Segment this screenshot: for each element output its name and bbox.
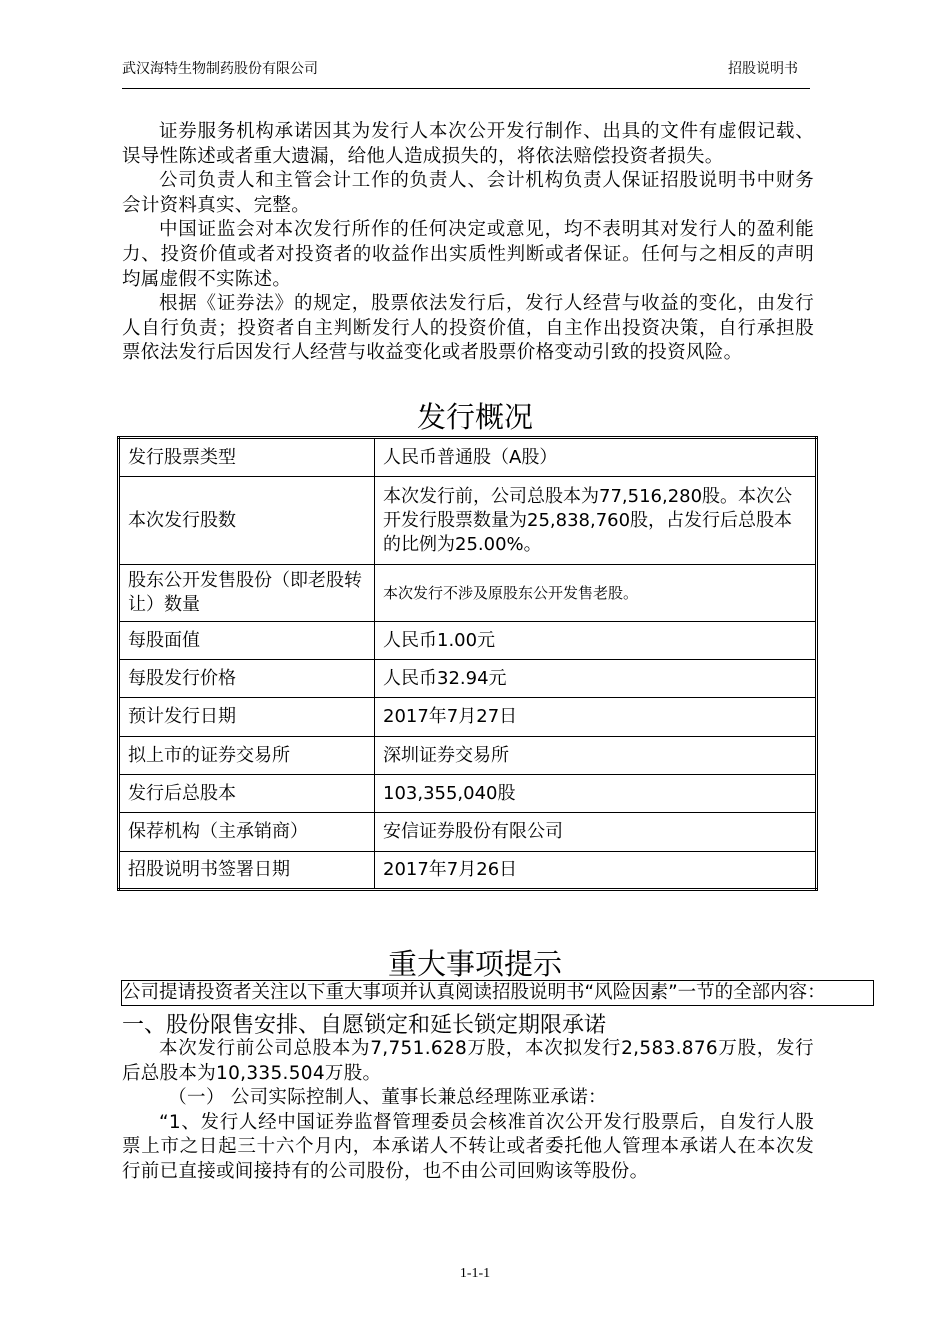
row-value: 安信证券股份有限公司 <box>375 813 817 852</box>
row-label: 招股说明书签署日期 <box>119 852 375 890</box>
table-row <box>119 438 817 477</box>
row-label: 发行后总股本 <box>119 775 375 813</box>
row-value: 2017年7月26日 <box>375 852 817 890</box>
row-value: 本次发行前，公司总股本为77,516,280股。本次公开发行股票数量为25,838,760股，占发行后总股本的比例为25.00%。 <box>375 477 817 565</box>
row-value: 人民币32.94元 <box>375 660 817 698</box>
section-heading: 一、股份限售安排、自愿锁定和延长锁定期限承诺 <box>122 1013 607 1038</box>
row-value: 人民币1.00元 <box>375 622 817 660</box>
table-row <box>119 565 817 622</box>
row-label: 预计发行日期 <box>119 698 375 737</box>
row-label: 股东公开发售股份（即老股转让）数量 <box>119 565 375 622</box>
row-value: 深圳证券交易所 <box>375 737 817 775</box>
notice-box: 公司提请投资者关注以下重大事项并认真阅读招股说明书“风险因素”一节的全部内容： <box>121 980 874 1006</box>
major-title: 重大事项提示 <box>387 947 562 981</box>
header-company: 武汉海特生物制药股份有限公司 <box>122 61 318 77</box>
paragraph: 本次发行前公司总股本为7,751.628万股，本次拟发行2,583.876万股，发行后总股本为10,335.504万股。 <box>122 1038 814 1084</box>
table-row <box>119 852 817 890</box>
table-row <box>119 698 817 737</box>
row-value: 人民币普通股（A股） <box>375 438 817 477</box>
row-label: 本次发行股数 <box>119 477 375 565</box>
table-row <box>119 737 817 775</box>
header-doc-type: 招股说明书 <box>728 61 798 77</box>
major-body <box>122 1037 814 1185</box>
paragraph: “1、发行人经中国证券监督管理委员会核准首次公开发行股票后，自发行人股票上市之日起三十六个月内，本承诺人不转让或者委托他人管理本承诺人在本次发行前已直接或间接持有的公司股份，也不由公司回购该等股份。 <box>122 1111 814 1182</box>
table-row <box>119 622 817 660</box>
row-label: 每股发行价格 <box>119 660 375 698</box>
overview-title: 发行概况 <box>416 400 533 434</box>
row-label: 拟上市的证券交易所 <box>119 737 375 775</box>
page-number: 1-1-1 <box>459 1266 491 1281</box>
row-value: 本次发行不涉及原股东公开发售老股。 <box>375 565 817 622</box>
table-row <box>119 660 817 698</box>
paragraph: （一） 公司实际控制人、董事长兼总经理陈亚承诺： <box>168 1087 607 1109</box>
paragraph: 证券服务机构承诺因其为发行人本次公开发行制作、出具的文件有虚假记载、误导性陈述或者重大遗漏，给他人造成损失的，将依法赔偿投资者损失。 <box>122 121 814 167</box>
row-label: 每股面值 <box>119 622 375 660</box>
row-label: 发行股票类型 <box>119 438 375 477</box>
table-row <box>119 775 817 813</box>
row-label: 保荐机构（主承销商） <box>119 813 375 852</box>
table-row <box>119 813 817 852</box>
paragraph: 根据《证券法》的规定，股票依法发行后，发行人经营与收益的变化，由发行人自行负责；投资者自主判断发行人的投资价值，自主作出投资决策，自行承担股票依法发行后因发行人经营与收益变化或者股票价格变动引致的投资风险。 <box>122 293 814 364</box>
intro-statements <box>122 120 814 366</box>
overview-table <box>117 436 818 891</box>
table-row <box>119 477 817 565</box>
row-value: 2017年7月27日 <box>375 698 817 737</box>
row-value: 103,355,040股 <box>375 775 817 813</box>
paragraph: 公司负责人和主管会计工作的负责人、会计机构负责人保证招股说明书中财务会计资料真实、完整。 <box>122 170 814 216</box>
header-divider <box>122 88 810 89</box>
paragraph: 中国证监会对本次发行所作的任何决定或意见，均不表明其对发行人的盈利能力、投资价值或者对投资者的收益作出实质性判断或者保证。任何与之相反的声明均属虚假不实陈述。 <box>122 219 814 290</box>
